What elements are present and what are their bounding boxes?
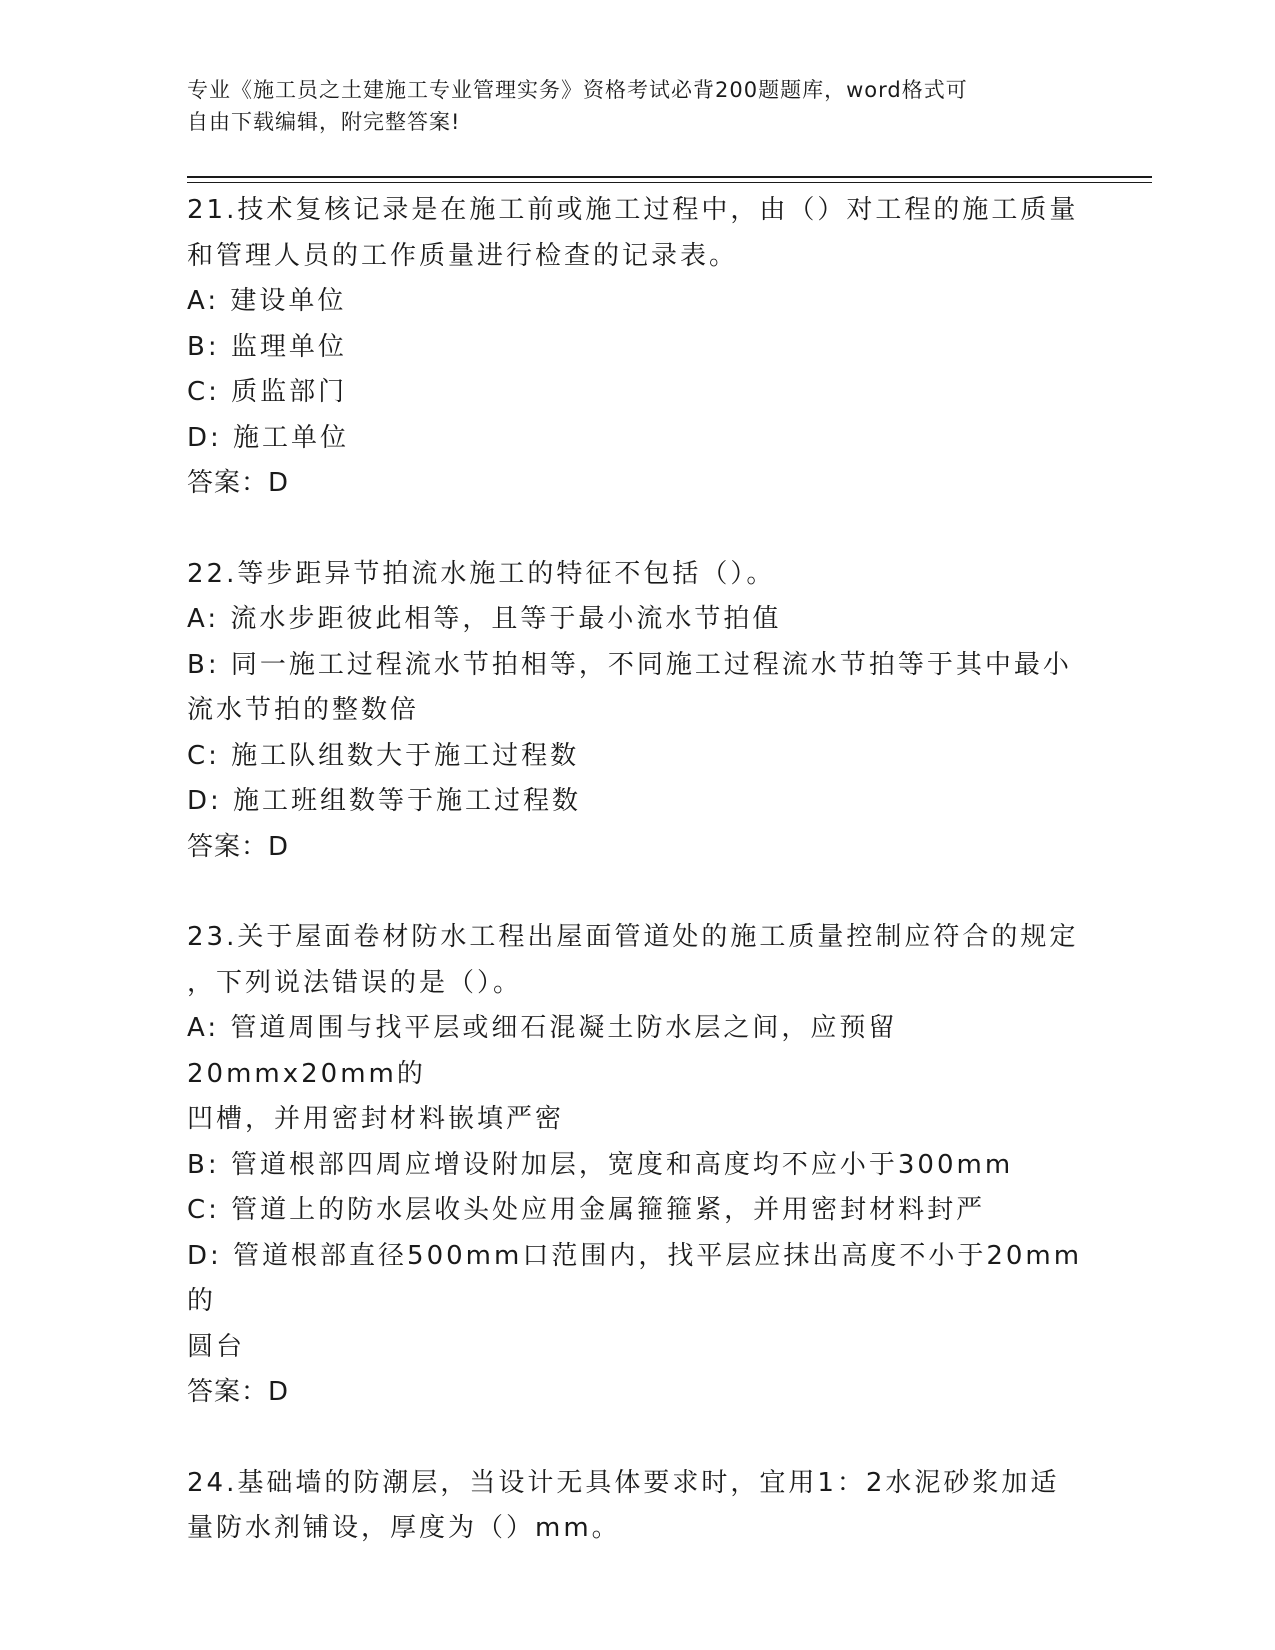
question-23 bbox=[187, 915, 1087, 1416]
option-d-continued: 圆台 bbox=[187, 1331, 246, 1362]
question-list bbox=[187, 188, 1087, 1597]
option-d: D: 施工单位 bbox=[187, 422, 350, 453]
header-line: 自由下载编辑，附完整答案! bbox=[187, 110, 461, 134]
question-stem: 22.等步距异节拍流水施工的特征不包括（）。 bbox=[187, 558, 776, 589]
header-line: 专业《施工员之土建施工专业管理实务》资格考试必背200题题库，word格式可 bbox=[187, 78, 968, 102]
option-c: C: 管道上的防水层收头处应用金属箍箍紧，并用密封材料封严 bbox=[187, 1195, 986, 1225]
question-stem: 21.技术复核记录是在施工前或施工过程中，由（）对工程的施工质量 bbox=[187, 195, 1079, 225]
question-stem: 23.关于屋面卷材防水工程出屋面管道处的施工质量控制应符合的规定 bbox=[187, 922, 1079, 952]
answer-text: 答案：D bbox=[187, 468, 290, 498]
option-b: B: 同一施工过程流水节拍相等，不同施工过程流水节拍等于其中最小 bbox=[187, 649, 1072, 680]
option-b: B: 管道根部四周应增设附加层，宽度和高度均不应小于300mm bbox=[187, 1149, 1014, 1180]
option-c: C: 施工队组数大于施工过程数 bbox=[187, 740, 580, 771]
question-stem: ，下列说法错误的是（）。 bbox=[187, 967, 523, 998]
option-d: D: 管道根部直径500mm口范围内，找平层应抹出高度不小于20mm的 bbox=[187, 1240, 1083, 1316]
answer-text: 答案：D bbox=[187, 831, 290, 862]
option-c: C: 质监部门 bbox=[187, 377, 348, 407]
option-a-continued: 凹槽，并用密封材料嵌填严密 bbox=[187, 1104, 565, 1134]
option-b-continued: 流水节拍的整数倍 bbox=[187, 695, 420, 725]
option-a: A: 流水步距彼此相等，且等于最小流水节拍值 bbox=[187, 604, 782, 634]
question-21 bbox=[187, 188, 1087, 507]
document-header bbox=[187, 74, 1067, 138]
option-a: A: 建设单位 bbox=[187, 286, 347, 316]
option-a: A: 管道周围与找平层或细石混凝土防水层之间，应预留20mmx20mm的 bbox=[187, 1013, 898, 1089]
answer-text: 答案：D bbox=[187, 1377, 290, 1407]
option-b: B: 监理单位 bbox=[187, 331, 347, 362]
header-divider bbox=[187, 176, 1152, 178]
question-stem: 和管理人员的工作质量进行检查的记录表。 bbox=[187, 240, 739, 271]
option-d: D: 施工班组数等于施工过程数 bbox=[187, 786, 582, 816]
question-24 bbox=[187, 1461, 1087, 1552]
header-divider-thin bbox=[187, 182, 1152, 183]
question-stem: 量防水剂铺设，厚度为（）mm。 bbox=[187, 1513, 621, 1543]
question-stem: 24.基础墙的防潮层，当设计无具体要求时，宜用1：2水泥砂浆加适 bbox=[187, 1467, 1060, 1498]
question-22 bbox=[187, 552, 1087, 871]
